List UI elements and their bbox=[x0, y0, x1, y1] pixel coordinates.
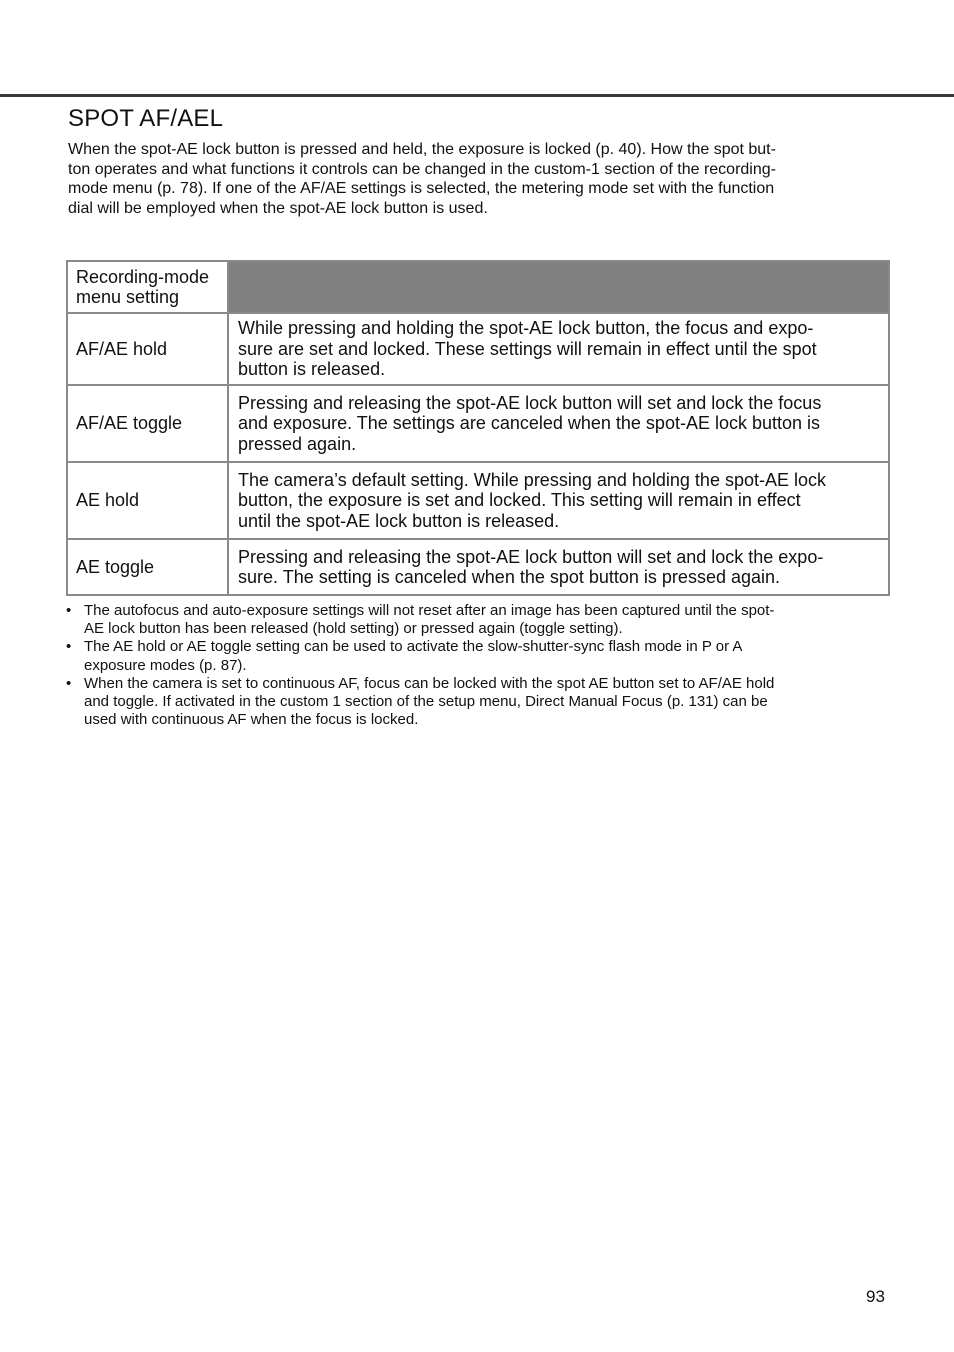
bullet-icon: • bbox=[66, 602, 72, 619]
description-line: Pressing and releasing the spot-AE lock button will set and lock the focus bbox=[238, 392, 822, 413]
table-row bbox=[67, 462, 889, 539]
table-row bbox=[67, 313, 889, 385]
notes-list bbox=[66, 602, 886, 729]
note-item bbox=[66, 602, 886, 638]
setting-name-cell: AE hold bbox=[67, 462, 228, 539]
note-item bbox=[66, 638, 886, 674]
description-line: Pressing and releasing the spot-AE lock button will set and lock the expo- bbox=[238, 546, 824, 567]
note-line: used with continuous AF when the focus is locked. bbox=[84, 711, 419, 729]
header-line: Recording-mode bbox=[76, 266, 210, 287]
top-rule bbox=[0, 94, 954, 97]
header-cell-description bbox=[228, 261, 889, 313]
settings-table bbox=[66, 260, 890, 596]
section-title: SPOT AF/AEL bbox=[68, 105, 224, 132]
description-line: button, the exposure is set and locked. This setting will remain in effect bbox=[238, 490, 801, 511]
note-line: The autofocus and auto-exposure settings will not reset after an image has been captured until the spot- bbox=[84, 602, 775, 619]
description-line: button is released. bbox=[238, 359, 386, 380]
page-number: 93 bbox=[866, 1287, 885, 1306]
description-cell bbox=[228, 462, 889, 539]
description-line: until the spot-AE lock button is released. bbox=[238, 510, 560, 531]
note-line: The AE hold or AE toggle setting can be used to activate the slow-shutter-sync flash mode in P or A bbox=[84, 638, 743, 656]
description-line: pressed again. bbox=[238, 433, 357, 454]
description-line: sure. The setting is canceled when the spot button is pressed again. bbox=[238, 567, 781, 587]
table-row bbox=[67, 385, 889, 462]
setting-name-cell: AE toggle bbox=[67, 539, 228, 595]
note-line: and toggle. If activated in the custom 1 section of the setup menu, Direct Manual Focus (p. 131) can be bbox=[84, 693, 768, 711]
header-cell-setting bbox=[67, 261, 228, 313]
description-cell bbox=[228, 539, 889, 595]
header-line: menu setting bbox=[76, 287, 180, 307]
table-row bbox=[67, 539, 889, 595]
intro-line: When the spot-AE lock button is pressed and held, the exposure is locked (p. 40). How the spot but- bbox=[68, 141, 776, 158]
intro-line: dial will be employed when the spot-AE lock button is used. bbox=[68, 199, 488, 217]
description-line: While pressing and holding the spot-AE lock button, the focus and expo- bbox=[238, 318, 814, 339]
table-header-row bbox=[67, 261, 889, 313]
setting-name-cell: AF/AE hold bbox=[67, 313, 228, 385]
description-line: sure are set and locked. These settings will remain in effect until the spot bbox=[238, 338, 817, 359]
description-cell bbox=[228, 313, 889, 385]
setting-name-cell: AF/AE toggle bbox=[67, 385, 228, 462]
description-line: and exposure. The settings are canceled when the spot-AE lock button is bbox=[238, 413, 821, 434]
note-line: When the camera is set to continuous AF, focus can be locked with the spot AE button set to AF/AE hold bbox=[84, 674, 775, 692]
intro-line: ton operates and what functions it controls can be changed in the custom-1 section of the recording- bbox=[68, 160, 776, 178]
note-line: AE lock button has been released (hold setting) or pressed again (toggle setting). bbox=[84, 620, 623, 638]
note-line: exposure modes (p. 87). bbox=[84, 656, 247, 674]
description-cell bbox=[228, 385, 889, 462]
intro-paragraph bbox=[68, 140, 886, 218]
bullet-icon: • bbox=[66, 638, 72, 656]
intro-line: mode menu (p. 78). If one of the AF/AE settings is selected, the metering mode set with the function bbox=[68, 180, 775, 197]
bullet-icon: • bbox=[66, 674, 72, 692]
description-line: The camera’s default setting. While pressing and holding the spot-AE lock bbox=[238, 469, 826, 490]
note-item bbox=[66, 675, 886, 730]
